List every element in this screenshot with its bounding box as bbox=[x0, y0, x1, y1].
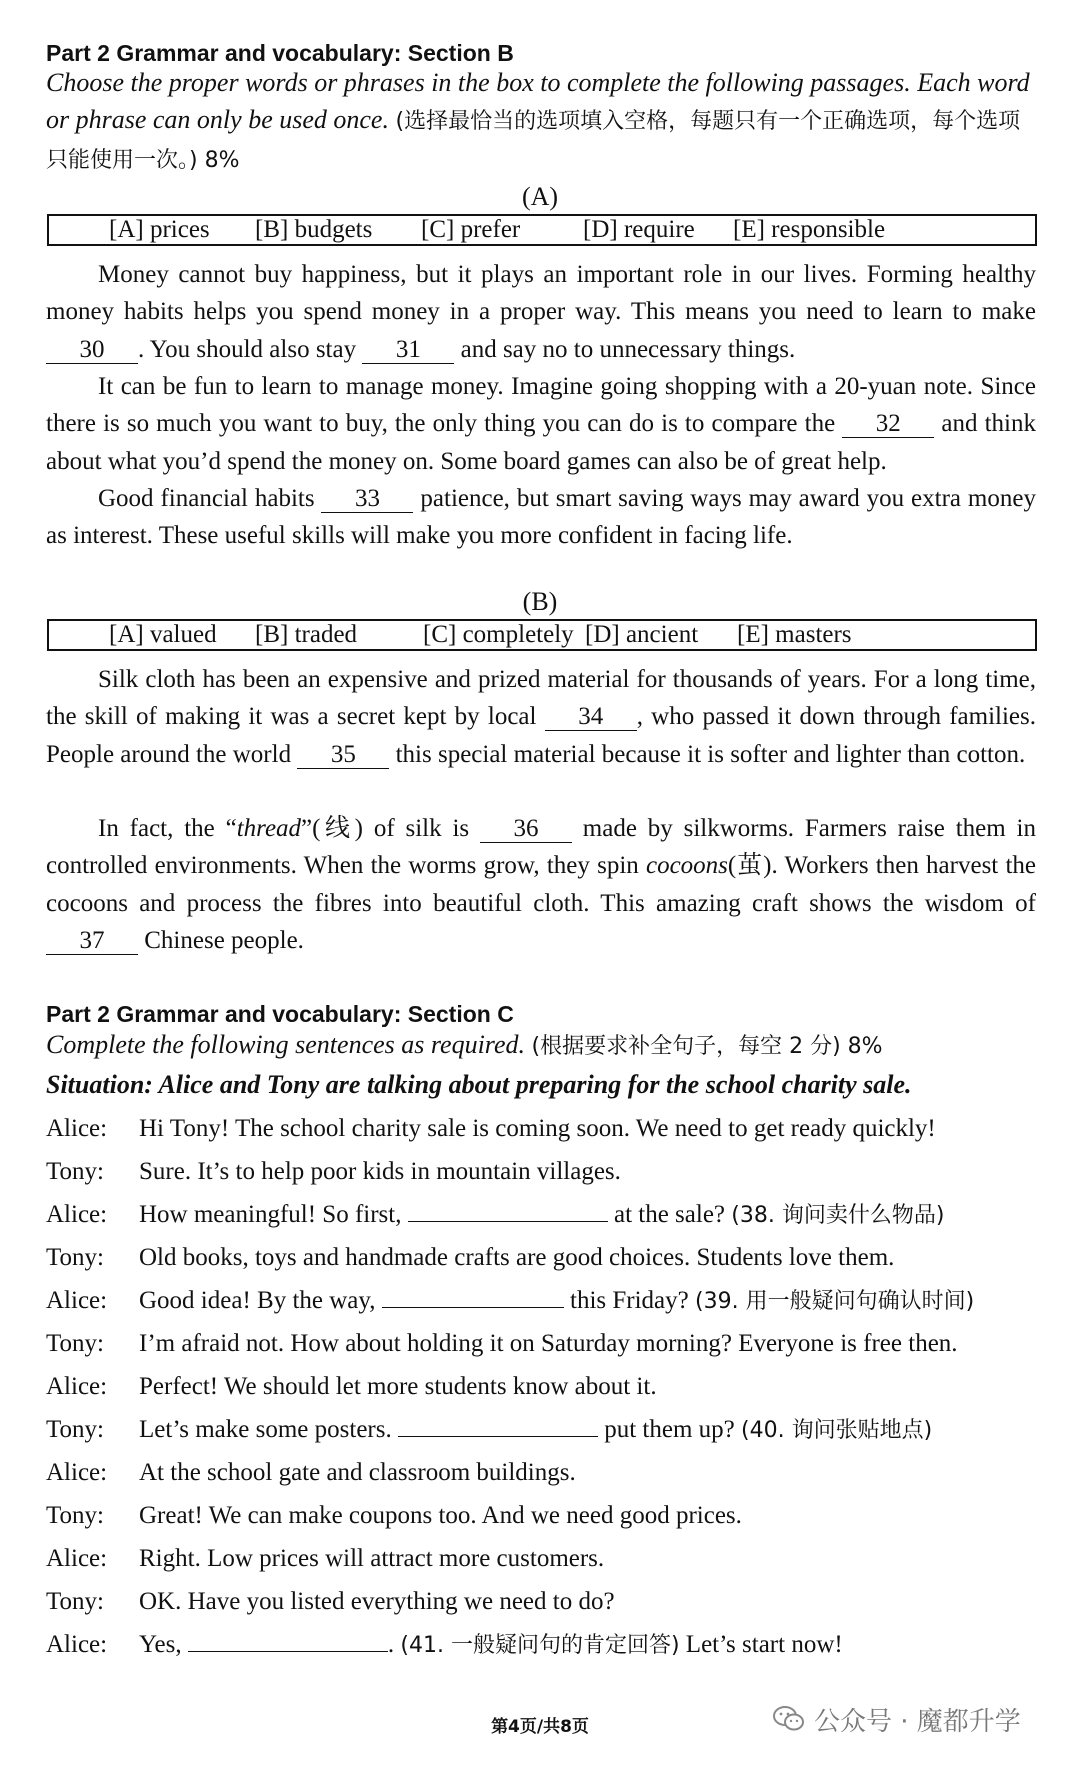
utterance: Hi Tony! The school charity sale is coming soon. We need to get ready quickly! bbox=[139, 1115, 936, 1142]
speaker: Alice: bbox=[46, 1545, 108, 1572]
dialogue-line bbox=[46, 1623, 1056, 1666]
dialogue-line bbox=[46, 1236, 1056, 1279]
word-option: [D] require bbox=[583, 216, 695, 243]
speaker: Alice: bbox=[46, 1201, 108, 1228]
speaker: Alice: bbox=[46, 1287, 108, 1314]
blank-36[interactable]: 36 bbox=[480, 816, 572, 843]
speaker: Alice: bbox=[46, 1459, 108, 1486]
speaker: Alice: bbox=[46, 1631, 108, 1658]
speaker: Tony: bbox=[46, 1502, 104, 1529]
dialogue-line bbox=[46, 1365, 1056, 1408]
dialogue-line bbox=[46, 1150, 1056, 1193]
situation-text: Situation: Alice and Tony are talking about preparing for the school charity sale. bbox=[46, 1070, 912, 1099]
utterance: Perfect! We should let more students know about it. bbox=[139, 1373, 657, 1400]
page-number: 第4页/共8页 bbox=[491, 1717, 589, 1737]
question-note: (39. 用一般疑问句确认时间) bbox=[695, 1289, 975, 1314]
section-b-instruction bbox=[46, 64, 1036, 179]
passage-a-paragraph-3: Good financial habits 33 patience, but smart saving ways may award you extra money as interest. These useful skills will make you more confident in facing life. bbox=[46, 485, 1036, 550]
utterance: OK. Have you listed everything we need to do? bbox=[139, 1588, 615, 1615]
dialogue-line bbox=[46, 1408, 1056, 1451]
passage-b-word-box bbox=[47, 619, 1037, 651]
section-c-instruction bbox=[46, 1025, 1036, 1067]
word-option: [E] responsible bbox=[733, 216, 886, 243]
speaker: Alice: bbox=[46, 1373, 108, 1400]
passage-a-label: (A) bbox=[521, 182, 559, 211]
watermark-text: 公众号 · 魔都升学 bbox=[814, 1706, 1021, 1737]
watermark bbox=[772, 1697, 1021, 1741]
blank-39[interactable] bbox=[382, 1307, 564, 1308]
section-b-title: Part 2 Grammar and vocabulary: Section B bbox=[46, 40, 514, 66]
word-option: [C] prefer bbox=[421, 216, 521, 243]
blank-32[interactable]: 32 bbox=[842, 411, 934, 438]
wechat-icon bbox=[772, 1704, 806, 1734]
blank-37[interactable]: 37 bbox=[46, 928, 138, 955]
blank-35[interactable]: 35 bbox=[297, 742, 389, 769]
passage-a-paragraph-2: It can be fun to learn to manage money. Imagine going shopping with a 20-yuan note. Since there is so much you want to buy, the only thing you can do is to compare the 32 and think about what you’d spend the money on. Some board games can also be of great help. bbox=[46, 373, 1036, 475]
word-option: [E] masters bbox=[737, 621, 852, 648]
question-note: (40. 询问张贴地点) bbox=[741, 1418, 933, 1443]
word-option: [B] traded bbox=[255, 621, 358, 648]
speaker: Tony: bbox=[46, 1244, 104, 1271]
question-note: (41. 一般疑问句的肯定回答) bbox=[400, 1633, 680, 1658]
blank-38[interactable] bbox=[408, 1221, 608, 1222]
dialogue-line bbox=[46, 1279, 1056, 1322]
word-option: [A] valued bbox=[109, 621, 217, 648]
instruction-en: Choose the proper words or phrases in the box to complete the following passages. Each word or phrase can only be used once. bbox=[46, 68, 1030, 134]
utterance: I’m afraid not. How about holding it on Saturday morning? Everyone is free then. bbox=[139, 1330, 958, 1357]
blank-40[interactable] bbox=[398, 1436, 598, 1437]
word-option: [D] ancient bbox=[585, 621, 699, 648]
utterance: How meaningful! So first, at the sale? (38. 询问卖什么物品) bbox=[139, 1201, 945, 1228]
blank-34[interactable]: 34 bbox=[545, 704, 637, 731]
blank-33[interactable]: 33 bbox=[321, 486, 413, 513]
speaker: Tony: bbox=[46, 1588, 104, 1615]
utterance: Sure. It’s to help poor kids in mountain villages. bbox=[139, 1158, 621, 1185]
dialogue-line bbox=[46, 1322, 1056, 1365]
dialogue bbox=[46, 1107, 1056, 1666]
section-c-title: Part 2 Grammar and vocabulary: Section C bbox=[46, 1001, 514, 1027]
utterance: Good idea! By the way, this Friday? (39. 用一般疑问句确认时间) bbox=[139, 1287, 975, 1314]
question-note: (38. 询问卖什么物品) bbox=[731, 1203, 945, 1228]
dialogue-line bbox=[46, 1494, 1056, 1537]
blank-30[interactable]: 30 bbox=[46, 337, 138, 364]
word-option: [B] budgets bbox=[255, 216, 373, 243]
speaker: Tony: bbox=[46, 1330, 104, 1357]
word-option: [A] prices bbox=[109, 216, 210, 243]
passage-b-paragraph-2: In fact, the “thread”(线) of silk is 36 made by silkworms. Farmers raise them in controlled environments. When the worms grow, they spin cocoons(茧). Workers then harvest the cocoons and process the fibres into beautiful cloth. This amazing craft shows the wisdom of 37 Chinese people. bbox=[46, 815, 1037, 954]
utterance: Right. Low prices will attract more customers. bbox=[139, 1545, 605, 1572]
utterance: Great! We can make coupons too. And we need good prices. bbox=[139, 1502, 742, 1529]
speaker: Tony: bbox=[46, 1158, 104, 1185]
dialogue-line bbox=[46, 1537, 1056, 1580]
passage-a-word-box bbox=[47, 214, 1037, 246]
blank-41[interactable] bbox=[188, 1651, 388, 1652]
word-option: [C] completely bbox=[423, 621, 574, 648]
utterance: Yes, . (41. 一般疑问句的肯定回答) Let’s start now! bbox=[139, 1631, 843, 1658]
speaker: Tony: bbox=[46, 1416, 104, 1443]
instruction-zh: (选择最恰当的选项填入空格，每题只有一个正确选项，每个选项只能使用一次。) 8% bbox=[46, 109, 1021, 173]
instruction-en: Complete the following sentences as required. bbox=[46, 1030, 525, 1059]
passage-a-paragraph-1: Money cannot buy happiness, but it plays an important role in our lives. Forming healthy money habits helps you spend money in a proper way. This means you need to learn to make 30 . You should also stay 31 and say no to unnecessary things. bbox=[46, 261, 1036, 363]
dialogue-line bbox=[46, 1580, 1056, 1623]
dialogue-line bbox=[46, 1107, 1056, 1150]
passage-b-label: (B) bbox=[522, 587, 558, 616]
instruction-zh: (根据要求补全句子，每空 2 分) 8% bbox=[531, 1034, 883, 1059]
utterance: Let’s make some posters. put them up? (40. 询问张贴地点) bbox=[139, 1416, 933, 1443]
utterance: Old books, toys and handmade crafts are good choices. Students love them. bbox=[139, 1244, 895, 1271]
blank-31[interactable]: 31 bbox=[362, 337, 454, 364]
dialogue-line bbox=[46, 1193, 1056, 1236]
passage-b-paragraph-1: Silk cloth has been an expensive and prized material for thousands of years. For a long time, the skill of making it was a secret kept by local 34 , who passed it down through families. People around the world 35 this special material because it is softer and lighter than cotton. bbox=[46, 666, 1037, 768]
utterance: At the school gate and classroom buildings. bbox=[139, 1459, 576, 1486]
speaker: Alice: bbox=[46, 1115, 108, 1142]
dialogue-line bbox=[46, 1451, 1056, 1494]
